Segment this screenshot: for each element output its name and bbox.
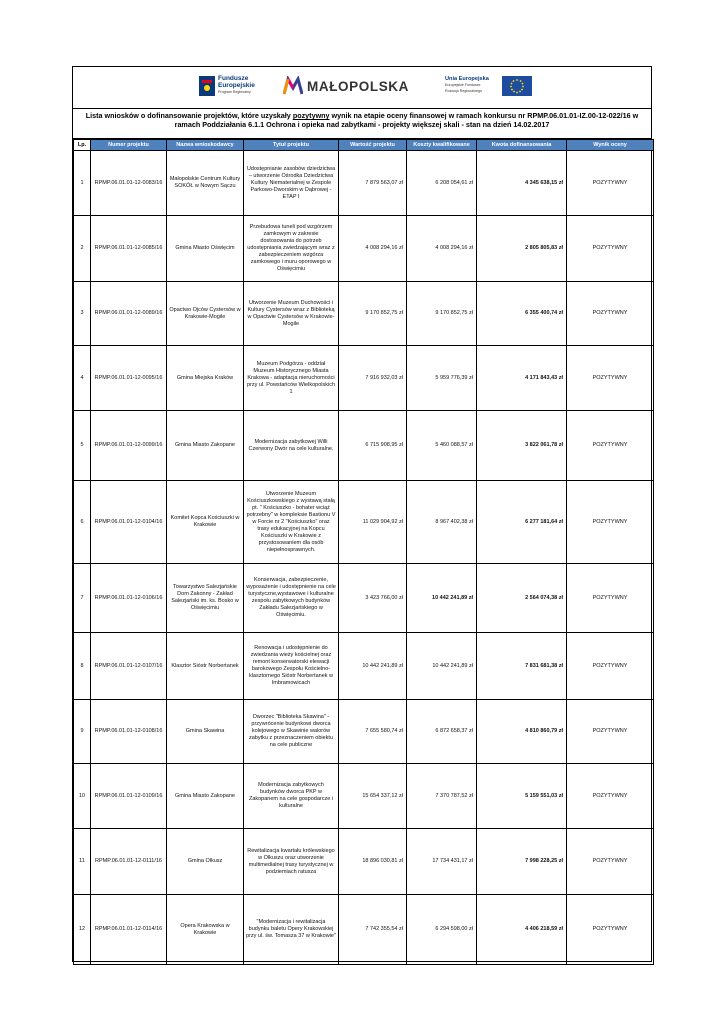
ue-line1: Unia Europejska: [445, 76, 489, 82]
cell-lp: 11: [74, 829, 91, 895]
table-row: [74, 895, 654, 965]
cell-value: 7 742 355,54 zł: [339, 895, 407, 965]
fe-line1: Fundusze: [218, 75, 249, 82]
cell-lp: 4: [74, 346, 91, 411]
table-row: [74, 700, 654, 764]
header-applicant: Nazwa wnioskodawcy: [167, 140, 244, 151]
cell-lp: 12: [74, 895, 91, 965]
cell-title: Muzeum Podgórza - oddział Muzeum Historycznego Miasta Krakowa - adaptacja nieruchomości przy ul. Powstańców Wielkopolskich 1: [244, 346, 339, 411]
cell-value: 10 442 241,89 zł: [339, 633, 407, 700]
header-eligible: Koszty kwalifikowane: [407, 140, 477, 151]
cell-applicant: Gmina Miejska Kraków: [167, 346, 244, 411]
table-row: [74, 481, 654, 564]
cell-title: Utworzenie Muzeum Kościuszkowskiego z wystawą stałą pt. " Kościuszko - bohater wciąż potrzebny" w kompleksie Bastionu V w Forcie nr 2 "Kościuszko" oraz trasy edukacyjnej na Kopcu Kościuszki w Krakowie z przystosowaniem dla osób niepełnosprawnych.: [244, 481, 339, 564]
cell-applicant: Opera Krakowska w Krakowie: [167, 895, 244, 965]
table-row: [74, 346, 654, 411]
cell-title: Utworzenie Muzeum Duchowości i Kultury Cystersów wraz z Biblioteką w Opactwie Cystersów w Krakowie-Mogile: [244, 282, 339, 346]
fe-flag-icon: [199, 76, 215, 96]
cell-eligible: 7 370 787,52 zł: [407, 764, 477, 829]
cell-value: 4 008 294,16 zł: [339, 216, 407, 282]
cell-lp: 1: [74, 151, 91, 216]
cell-eligible: 4 008 294,16 zł: [407, 216, 477, 282]
header-lp: Lp.: [74, 140, 91, 151]
cell-title: Modernizacja zabytkowych budynków dworca PKP w Zakopanem na cele gospodarcze i kulturalne: [244, 764, 339, 829]
cell-title: Dworzec "Biblioteka Skawina" - przywrócenie budynkowi dworca kolejowego w Skawinie walorów zabytku z przeznaczeniem obiektu na cele publiczne: [244, 700, 339, 764]
cell-title: Przebudowa tuneli pod wzgórzem zamkowym w zakresie dostosowania do potrzeb udostępniania zwiedzającym wraz z zabezpieczeniem wzgórza zamkowego i muru oporowego w Oświęcimiu: [244, 216, 339, 282]
cell-number: RPMP.06.01.01-12-0111/16: [91, 829, 167, 895]
table-row: [74, 151, 654, 216]
cell-eligible: 5 959 776,39 zł: [407, 346, 477, 411]
cell-result: POZYTYWNY: [567, 564, 654, 633]
cell-title: "Modernizacja i rewitalizacja budynku baletu Opery Krakowskiej przy ul. św. Tomasza 37 w Krakowie": [244, 895, 339, 965]
cell-title: Modernizacja zabytkowej Willi Czerwony Dwór na cele kulturalne.: [244, 411, 339, 481]
cell-eligible: 6 294 598,00 zł: [407, 895, 477, 965]
header-number: Numer projektu: [91, 140, 167, 151]
cell-value: 3 423 766,00 zł: [339, 564, 407, 633]
cell-funding: 3 822 061,78 zł: [477, 411, 567, 481]
cell-lp: 6: [74, 481, 91, 564]
cell-number: RPMP.06.01.01-12-0089/16: [91, 282, 167, 346]
cell-eligible: 10 442 241,89 zł: [407, 564, 477, 633]
cell-lp: 8: [74, 633, 91, 700]
title-part1: Lista wniosków o dofinansowanie projektów, które uzyskały: [85, 111, 293, 120]
malopolska-text: MAŁOPOLSKA: [307, 79, 409, 94]
cell-title: Konserwacja, zabezpieczenie, wyposażenie i udostępnienie na cele turystyczne,wystawowe i kulturalne zespołu zabytkowych budynków Zakładu Salezjańskiego w Oświęcimiu.: [244, 564, 339, 633]
cell-result: POZYTYWNY: [567, 346, 654, 411]
cell-eligible: 6 208 054,61 zł: [407, 151, 477, 216]
cell-applicant: Klasztor Sióstr Norbertanek: [167, 633, 244, 700]
cell-applicant: Małopolskie Centrum Kultury SOKÓŁ w Nowym Sączu: [167, 151, 244, 216]
cell-applicant: Towarzystwo Salezjańskie Dom Zakonny - Zakład Salezjański im. ks. Bosko w Oświęcimiu: [167, 564, 244, 633]
unia-europejska-logo: [445, 75, 535, 101]
cell-eligible: 17 734 431,17 zł: [407, 829, 477, 895]
cell-applicant: Gmina Miasto Zakopane: [167, 764, 244, 829]
cell-funding: 5 159 551,03 zł: [477, 764, 567, 829]
cell-value: 18 896 030,81 zł: [339, 829, 407, 895]
header-funding: Kwota dofinansowania: [477, 140, 567, 151]
eu-flag-icon: [502, 76, 532, 96]
cell-eligible: 5 460 088,57 zł: [407, 411, 477, 481]
cell-number: RPMP.06.01.01-12-0085/16: [91, 216, 167, 282]
fe-line2: Europejskie: [218, 82, 255, 89]
table-row: [74, 564, 654, 633]
cell-title: Rewitalizacja kwartału królewskiego w Olkuszu oraz utworzenie multimedialnej trasy turystycznej w podziemiach ratusza: [244, 829, 339, 895]
cell-funding: 7 831 681,38 zł: [477, 633, 567, 700]
cell-number: RPMP.06.01.01-12-0104/16: [91, 481, 167, 564]
cell-funding: 4 171 843,43 zł: [477, 346, 567, 411]
cell-value: 11 029 904,92 zł: [339, 481, 407, 564]
cell-lp: 10: [74, 764, 91, 829]
table-header-row: [74, 140, 654, 151]
cell-funding: 7 998 228,25 zł: [477, 829, 567, 895]
cell-lp: 9: [74, 700, 91, 764]
cell-title: Udostępnianie zasobów dziedzictwa – utworzenie Ośrodka Dziedzictwa Kultury Niematerialnej w Zespole Parkowo-Dworskim w Dąbrowej - ETAP I: [244, 151, 339, 216]
table-row: [74, 764, 654, 829]
cell-number: RPMP.06.01.01-12-0108/16: [91, 700, 167, 764]
cell-result: POZYTYWNY: [567, 764, 654, 829]
cell-title: Renowacja i udostępnienie do zwiedzania wieży kościelnej oraz remont konserwatorski elewacji barokowego Zespołu Kościelno-klasztornego Sióstr Norbertanek w Imbramowicach: [244, 633, 339, 700]
cell-applicant: Gmina Skawina: [167, 700, 244, 764]
cell-result: POZYTYWNY: [567, 895, 654, 965]
malopolska-logo: [283, 76, 413, 98]
cell-funding: 4 345 638,15 zł: [477, 151, 567, 216]
logo-bar: [73, 67, 651, 109]
cell-value: 7 879 563,07 zł: [339, 151, 407, 216]
cell-result: POZYTYWNY: [567, 700, 654, 764]
fundusze-europejskie-logo: [199, 74, 269, 100]
cell-number: RPMP.06.01.01-12-0099/16: [91, 411, 167, 481]
document-frame: [72, 66, 652, 962]
cell-funding: 4 810 860,79 zł: [477, 700, 567, 764]
cell-number: RPMP.06.01.01-12-0083/16: [91, 151, 167, 216]
cell-result: POZYTYWNY: [567, 282, 654, 346]
cell-number: RPMP.06.01.01-12-0114/16: [91, 895, 167, 965]
cell-number: RPMP.06.01.01-12-0095/16: [91, 346, 167, 411]
cell-result: POZYTYWNY: [567, 481, 654, 564]
cell-applicant: Gmina Miasto Zakopane: [167, 411, 244, 481]
cell-applicant: Opactwo Ojców Cystersów w Krakowie-Mogile: [167, 282, 244, 346]
cell-eligible: 6 872 658,37 zł: [407, 700, 477, 764]
ue-sub2: Rozwoju Regionalnego: [445, 89, 482, 93]
cell-eligible: 10 442 241,89 zł: [407, 633, 477, 700]
cell-funding: 2 805 805,83 zł: [477, 216, 567, 282]
projects-table: [73, 139, 654, 965]
table-row: [74, 633, 654, 700]
cell-result: POZYTYWNY: [567, 151, 654, 216]
cell-number: RPMP.06.01.01-12-0106/16: [91, 564, 167, 633]
table-row: [74, 282, 654, 346]
cell-number: RPMP.06.01.01-12-0107/16: [91, 633, 167, 700]
cell-value: 7 655 580,74 zł: [339, 700, 407, 764]
cell-eligible: 8 967 402,38 zł: [407, 481, 477, 564]
table-row: [74, 411, 654, 481]
fe-sub: Program Regionalny: [218, 90, 251, 94]
header-title: Tytuł projektu: [244, 140, 339, 151]
cell-lp: 2: [74, 216, 91, 282]
cell-result: POZYTYWNY: [567, 411, 654, 481]
cell-value: 6 715 908,95 zł: [339, 411, 407, 481]
cell-number: RPMP.06.01.01-12-0109/16: [91, 764, 167, 829]
cell-lp: 5: [74, 411, 91, 481]
cell-funding: 6 355 400,74 zł: [477, 282, 567, 346]
cell-funding: 2 564 074,38 zł: [477, 564, 567, 633]
title-part2: wynik na etapie oceny finansowej w ramach konkursu nr RPMP.06.01.01-IZ.00-12-022/16 w ramach Poddziałania 6.1.1 Ochrona i opieka nad zabytkami - projekty większej skali - stan na dzień 14.02.2017: [174, 111, 639, 129]
title-underlined: pozytywny: [292, 111, 330, 120]
cell-result: POZYTYWNY: [567, 216, 654, 282]
header-result: Wynik oceny: [567, 140, 654, 151]
cell-value: 9 170 852,75 zł: [339, 282, 407, 346]
header-value: Wartość projektu: [339, 140, 407, 151]
cell-lp: 3: [74, 282, 91, 346]
cell-funding: 6 277 181,64 zł: [477, 481, 567, 564]
cell-value: 15 654 337,12 zł: [339, 764, 407, 829]
cell-lp: 7: [74, 564, 91, 633]
malopolska-mark-icon: [283, 76, 303, 96]
cell-funding: 4 406 218,59 zł: [477, 895, 567, 965]
cell-result: POZYTYWNY: [567, 829, 654, 895]
cell-applicant: Komitet Kopca Kościuszki w Krakowie: [167, 481, 244, 564]
cell-applicant: Gmina Miasto Oświęcim: [167, 216, 244, 282]
cell-result: POZYTYWNY: [567, 633, 654, 700]
ue-sub1: Europejskie Fundusze: [445, 83, 481, 87]
cell-value: 7 916 932,03 zł: [339, 346, 407, 411]
document-title: [73, 109, 651, 139]
cell-eligible: 9 170 852,75 zł: [407, 282, 477, 346]
table-row: [74, 216, 654, 282]
cell-applicant: Gmina Olkusz: [167, 829, 244, 895]
table-row: [74, 829, 654, 895]
